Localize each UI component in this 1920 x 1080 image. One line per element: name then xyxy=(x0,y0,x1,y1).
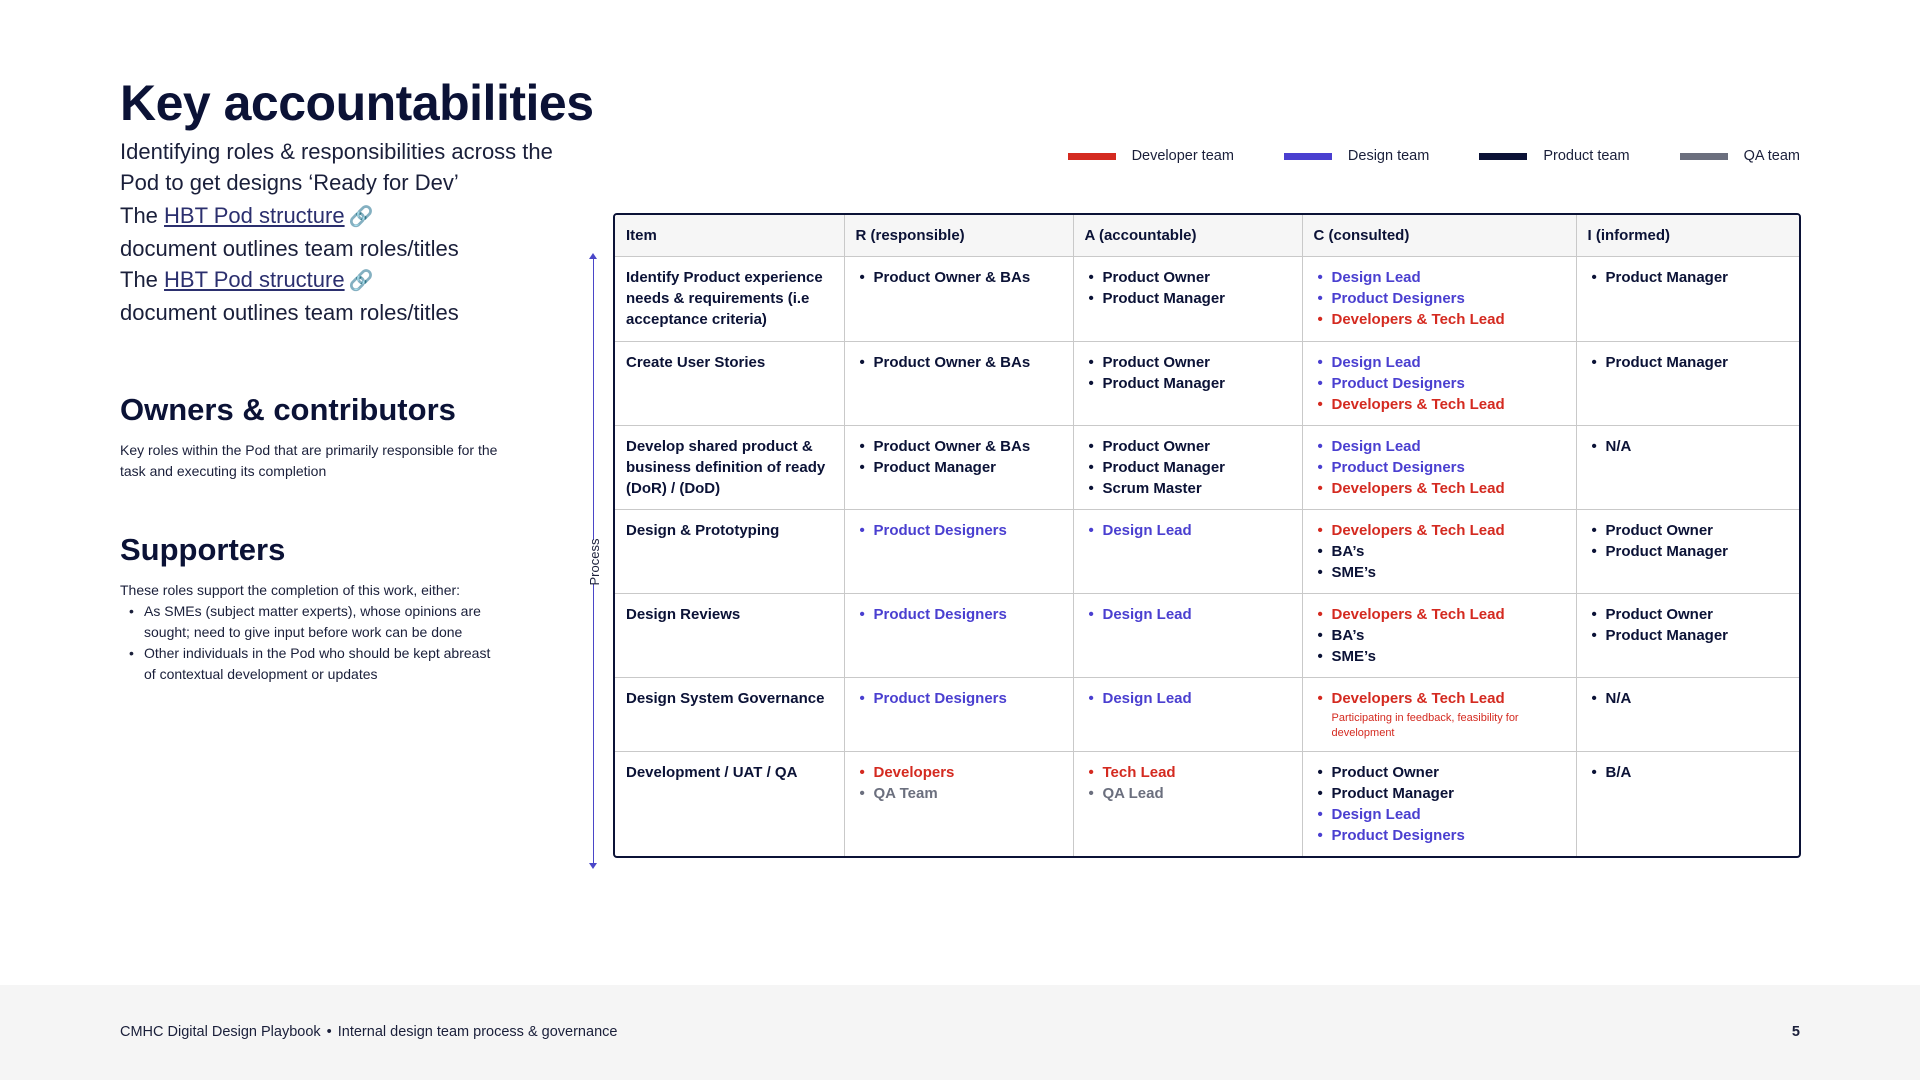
informed-cell xyxy=(1576,425,1801,509)
role-list xyxy=(1314,436,1565,499)
legend-item-qa xyxy=(1680,148,1800,164)
role-item: • Design Lead xyxy=(1314,352,1565,373)
item-cell: Develop shared product & business definition of ready (DoR) / (DoD) xyxy=(615,425,844,509)
legend-label: QA team xyxy=(1743,148,1800,164)
role-list xyxy=(1314,520,1565,583)
owners-title: Owners & contributors xyxy=(120,392,456,427)
role-item: • Product Designers xyxy=(1314,288,1565,309)
table-row xyxy=(615,425,1801,509)
role-item: • Product Manager xyxy=(1588,352,1793,373)
role-list xyxy=(1085,520,1291,541)
item-cell: Identify Product experience needs & requirements (i.e acceptance criteria) xyxy=(615,256,844,341)
table-row xyxy=(615,341,1801,425)
item-cell: Design System Governance xyxy=(615,677,844,751)
item-cell: Design Reviews xyxy=(615,593,844,677)
legend-label: Design team xyxy=(1347,148,1430,164)
hbt-pod-structure-link[interactable]: HBT Pod structure xyxy=(164,267,345,292)
role-item: • QA Lead xyxy=(1085,783,1291,804)
role-list xyxy=(1085,688,1291,709)
responsible-cell xyxy=(844,751,1073,856)
table-row xyxy=(615,751,1801,856)
role-list xyxy=(856,436,1062,478)
list-item: • As SMEs (subject matter experts), whose opinions are sought; need to give input before work can be done xyxy=(120,601,500,643)
legend-item-developer xyxy=(1068,148,1234,164)
responsible-cell xyxy=(844,425,1073,509)
role-item: • Design Lead xyxy=(1085,604,1291,625)
role-list xyxy=(1085,762,1291,804)
hbt-pod-structure-link[interactable]: HBT Pod structure xyxy=(164,203,345,228)
role-item: • Product Manager xyxy=(856,457,1062,478)
role-list xyxy=(1588,688,1793,709)
role-list xyxy=(1588,352,1793,373)
legend-swatch xyxy=(1680,153,1728,160)
arrow-down-icon xyxy=(589,863,597,869)
role-list xyxy=(1314,688,1565,709)
legend-item-design xyxy=(1284,148,1429,164)
role-item: • BA’s xyxy=(1314,625,1565,646)
role-list xyxy=(1085,436,1291,499)
role-item: • Product Manager xyxy=(1085,288,1291,309)
footer-section: Internal design team process & governance xyxy=(337,1024,618,1040)
role-item: • Product Designers xyxy=(1314,825,1565,846)
role-item: • Design Lead xyxy=(1085,688,1291,709)
informed-cell xyxy=(1576,341,1801,425)
role-item: • Product Owner xyxy=(1085,267,1291,288)
link-icon: 🔗 xyxy=(348,206,374,228)
intro-link-line xyxy=(120,264,580,328)
item-cell: Design & Prototyping xyxy=(615,509,844,593)
accountable-cell xyxy=(1073,509,1302,593)
role-item: • SME’s xyxy=(1314,646,1565,667)
legend-swatch xyxy=(1479,153,1527,160)
role-list xyxy=(856,762,1062,804)
role-item: • Developers & Tech Lead xyxy=(1314,394,1565,415)
accountable-cell xyxy=(1073,425,1302,509)
role-list xyxy=(1085,604,1291,625)
item-cell: Development / UAT / QA xyxy=(615,751,844,856)
role-item: • Developers & Tech Lead xyxy=(1314,478,1565,499)
intro-line: Identifying roles & responsibilities across the Pod to get designs ‘Ready for Dev’ xyxy=(120,139,553,195)
role-item: • Product Designers xyxy=(856,604,1062,625)
intro-text xyxy=(120,136,580,328)
informed-cell xyxy=(1576,677,1801,751)
role-item: • Design Lead xyxy=(1314,804,1565,825)
role-item: • Product Manager xyxy=(1085,373,1291,394)
page-number: 5 xyxy=(1791,1024,1800,1040)
role-list xyxy=(1588,267,1793,288)
table-row xyxy=(615,256,1801,341)
page-title: Key accountabilities xyxy=(120,75,594,131)
process-axis xyxy=(586,255,602,867)
table-row xyxy=(615,509,1801,593)
footer-text xyxy=(120,1024,617,1040)
role-item: • Developers & Tech Lead xyxy=(1314,309,1565,330)
role-item: • Product Owner xyxy=(1085,436,1291,457)
role-list xyxy=(1588,762,1793,783)
role-item: • Developers & Tech Lead xyxy=(1314,688,1565,709)
role-item: • Developers & Tech Lead xyxy=(1314,604,1565,625)
intro-link-suffix: document outlines team roles/titles xyxy=(120,236,459,261)
role-list xyxy=(1085,352,1291,394)
role-item: • Design Lead xyxy=(1314,267,1565,288)
informed-cell xyxy=(1576,593,1801,677)
raci-table xyxy=(613,213,1801,858)
consulted-note: Participating in feedback, feasibility for development xyxy=(1331,711,1519,739)
role-item: • Product Manager xyxy=(1588,267,1793,288)
informed-cell xyxy=(1576,256,1801,341)
table-header-row xyxy=(615,215,1801,256)
role-list xyxy=(1314,352,1565,415)
role-item: • Product Owner & BAs xyxy=(856,267,1062,288)
role-item: • B/A xyxy=(1588,762,1793,783)
consulted-cell xyxy=(1302,256,1576,341)
role-list xyxy=(1588,604,1793,646)
role-item: • Product Owner xyxy=(1085,352,1291,373)
intro-link-prefix: The xyxy=(120,267,165,292)
role-item: • Product Designers xyxy=(856,520,1062,541)
role-item: • Product Owner & BAs xyxy=(856,436,1062,457)
role-item: • Scrum Master xyxy=(1085,478,1291,499)
role-item: • Product Manager xyxy=(1314,783,1565,804)
role-item: • Tech Lead xyxy=(1085,762,1291,783)
header-informed: I (informed) xyxy=(1576,215,1801,256)
role-item: • QA Team xyxy=(856,783,1062,804)
role-list xyxy=(856,267,1062,288)
informed-cell xyxy=(1576,509,1801,593)
consulted-cell xyxy=(1302,593,1576,677)
team-legend xyxy=(1068,148,1800,164)
role-list xyxy=(856,688,1062,709)
consulted-cell xyxy=(1302,509,1576,593)
responsible-cell xyxy=(844,341,1073,425)
supporters-list xyxy=(120,601,500,685)
role-item: • Product Manager xyxy=(1085,457,1291,478)
responsible-cell xyxy=(844,256,1073,341)
arrow-up-icon xyxy=(589,253,597,259)
link-icon: 🔗 xyxy=(348,270,374,292)
accountable-cell xyxy=(1073,677,1302,751)
legend-swatch xyxy=(1068,153,1116,160)
role-item: • N/A xyxy=(1588,436,1793,457)
accountable-cell xyxy=(1073,341,1302,425)
role-item: • Product Manager xyxy=(1588,625,1793,646)
accountable-cell xyxy=(1073,751,1302,856)
role-list xyxy=(1314,267,1565,330)
consulted-cell xyxy=(1302,425,1576,509)
process-label: Process xyxy=(572,540,616,584)
role-list xyxy=(1085,267,1291,309)
role-item: • SME’s xyxy=(1314,562,1565,583)
responsible-cell xyxy=(844,593,1073,677)
consulted-cell xyxy=(1302,751,1576,856)
role-item: • Product Owner xyxy=(1588,520,1793,541)
intro-link-suffix: document outlines team roles/titles xyxy=(120,300,459,325)
role-list xyxy=(856,352,1062,373)
legend-label: Developer team xyxy=(1131,148,1234,164)
legend-item-product xyxy=(1479,148,1629,164)
supporters-intro: These roles support the completion of this work, either: xyxy=(120,582,461,598)
role-list xyxy=(1314,604,1565,667)
informed-cell xyxy=(1576,751,1801,856)
consulted-cell xyxy=(1302,341,1576,425)
role-item: • Product Designers xyxy=(1314,373,1565,394)
role-item: • Product Owner xyxy=(1588,604,1793,625)
footer-doc: CMHC Digital Design Playbook xyxy=(120,1024,321,1040)
role-item: • N/A xyxy=(1588,688,1793,709)
responsible-cell xyxy=(844,677,1073,751)
list-item: • Other individuals in the Pod who should be kept abreast of contextual development or updates xyxy=(120,643,500,685)
footer-separator: • xyxy=(326,1024,332,1040)
header-responsible: R (responsible) xyxy=(844,215,1073,256)
role-list xyxy=(1588,520,1793,562)
intro-link-prefix: The xyxy=(120,203,165,228)
owners-text: Key roles within the Pod that are primarily responsible for the task and executing its completion xyxy=(120,442,498,479)
supporters-text xyxy=(120,580,500,685)
header-accountable: A (accountable) xyxy=(1073,215,1302,256)
responsible-cell xyxy=(844,509,1073,593)
consulted-cell xyxy=(1302,677,1576,751)
item-cell: Create User Stories xyxy=(615,341,844,425)
header-consulted: C (consulted) xyxy=(1302,215,1576,256)
role-item: • Product Manager xyxy=(1588,541,1793,562)
role-list xyxy=(1314,762,1565,846)
role-item: • Developers & Tech Lead xyxy=(1314,520,1565,541)
role-item: • Design Lead xyxy=(1314,436,1565,457)
supporters-title: Supporters xyxy=(120,532,286,567)
role-item: • Product Designers xyxy=(1314,457,1565,478)
role-item: • Design Lead xyxy=(1085,520,1291,541)
role-item: • Developers xyxy=(856,762,1062,783)
legend-label: Product team xyxy=(1543,148,1630,164)
role-item: • Product Owner xyxy=(1314,762,1565,783)
legend-swatch xyxy=(1284,153,1332,160)
role-item: • Product Owner & BAs xyxy=(856,352,1062,373)
accountable-cell xyxy=(1073,256,1302,341)
table-row xyxy=(615,593,1801,677)
role-list xyxy=(856,520,1062,541)
role-item: • BA’s xyxy=(1314,541,1565,562)
header-item: Item xyxy=(615,215,844,256)
role-item: • Product Designers xyxy=(856,688,1062,709)
role-list xyxy=(856,604,1062,625)
intro-link-line xyxy=(120,200,580,264)
role-list xyxy=(1588,436,1793,457)
accountable-cell xyxy=(1073,593,1302,677)
table-row xyxy=(615,677,1801,751)
